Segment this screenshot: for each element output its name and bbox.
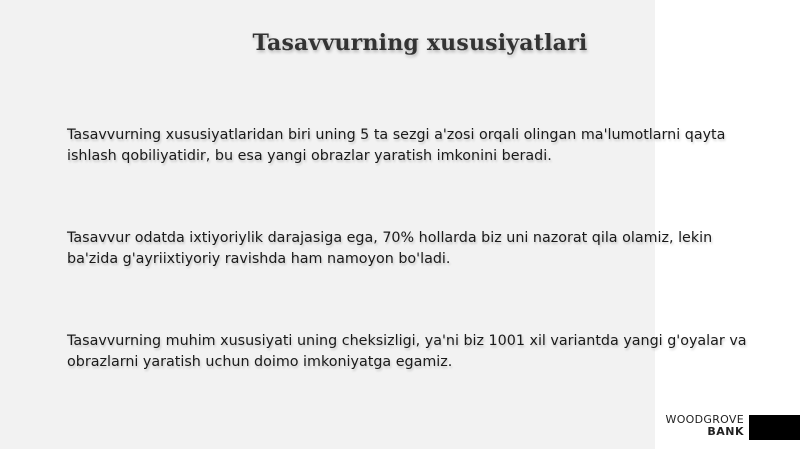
logo-line-2: BANK <box>707 425 744 438</box>
paragraph-3-line-1: Tasavvurning muhim xususiyati uning cheksizligi, ya'ni biz 1001 xil variantda yangi g'oyalar va <box>67 333 747 349</box>
logo-line-1: WOODGROVE <box>665 413 744 426</box>
paragraph-2-line-2: ba'zida g'ayriixtiyoriy ravishda ham namoyon bo'ladi. <box>67 251 451 267</box>
slide-title: Tasavvurning xususiyatlari <box>252 30 588 56</box>
paragraph-2-line-1: Tasavvur odatda ixtiyoriylik darajasiga ega, 70% hollarda biz uni nazorat qila olamiz, lekin <box>67 230 713 246</box>
paragraph-1-line-1: Tasavvurning xususiyatlaridan biri uning 5 ta sezgi a'zosi orqali olingan ma'lumotlarni qayta <box>67 127 726 143</box>
logo-wordmark <box>652 414 744 438</box>
logo-block <box>749 415 800 440</box>
paragraph-3-line-2: obrazlarni yaratish uchun doimo imkoniyatga egamiz. <box>67 354 453 370</box>
paragraph-2 <box>67 228 767 270</box>
paragraph-3 <box>67 331 767 373</box>
paragraph-1-line-2: ishlash qobiliyatidir, bu esa yangi obrazlar yaratish imkonini beradi. <box>67 148 552 164</box>
paragraph-1 <box>67 125 767 167</box>
